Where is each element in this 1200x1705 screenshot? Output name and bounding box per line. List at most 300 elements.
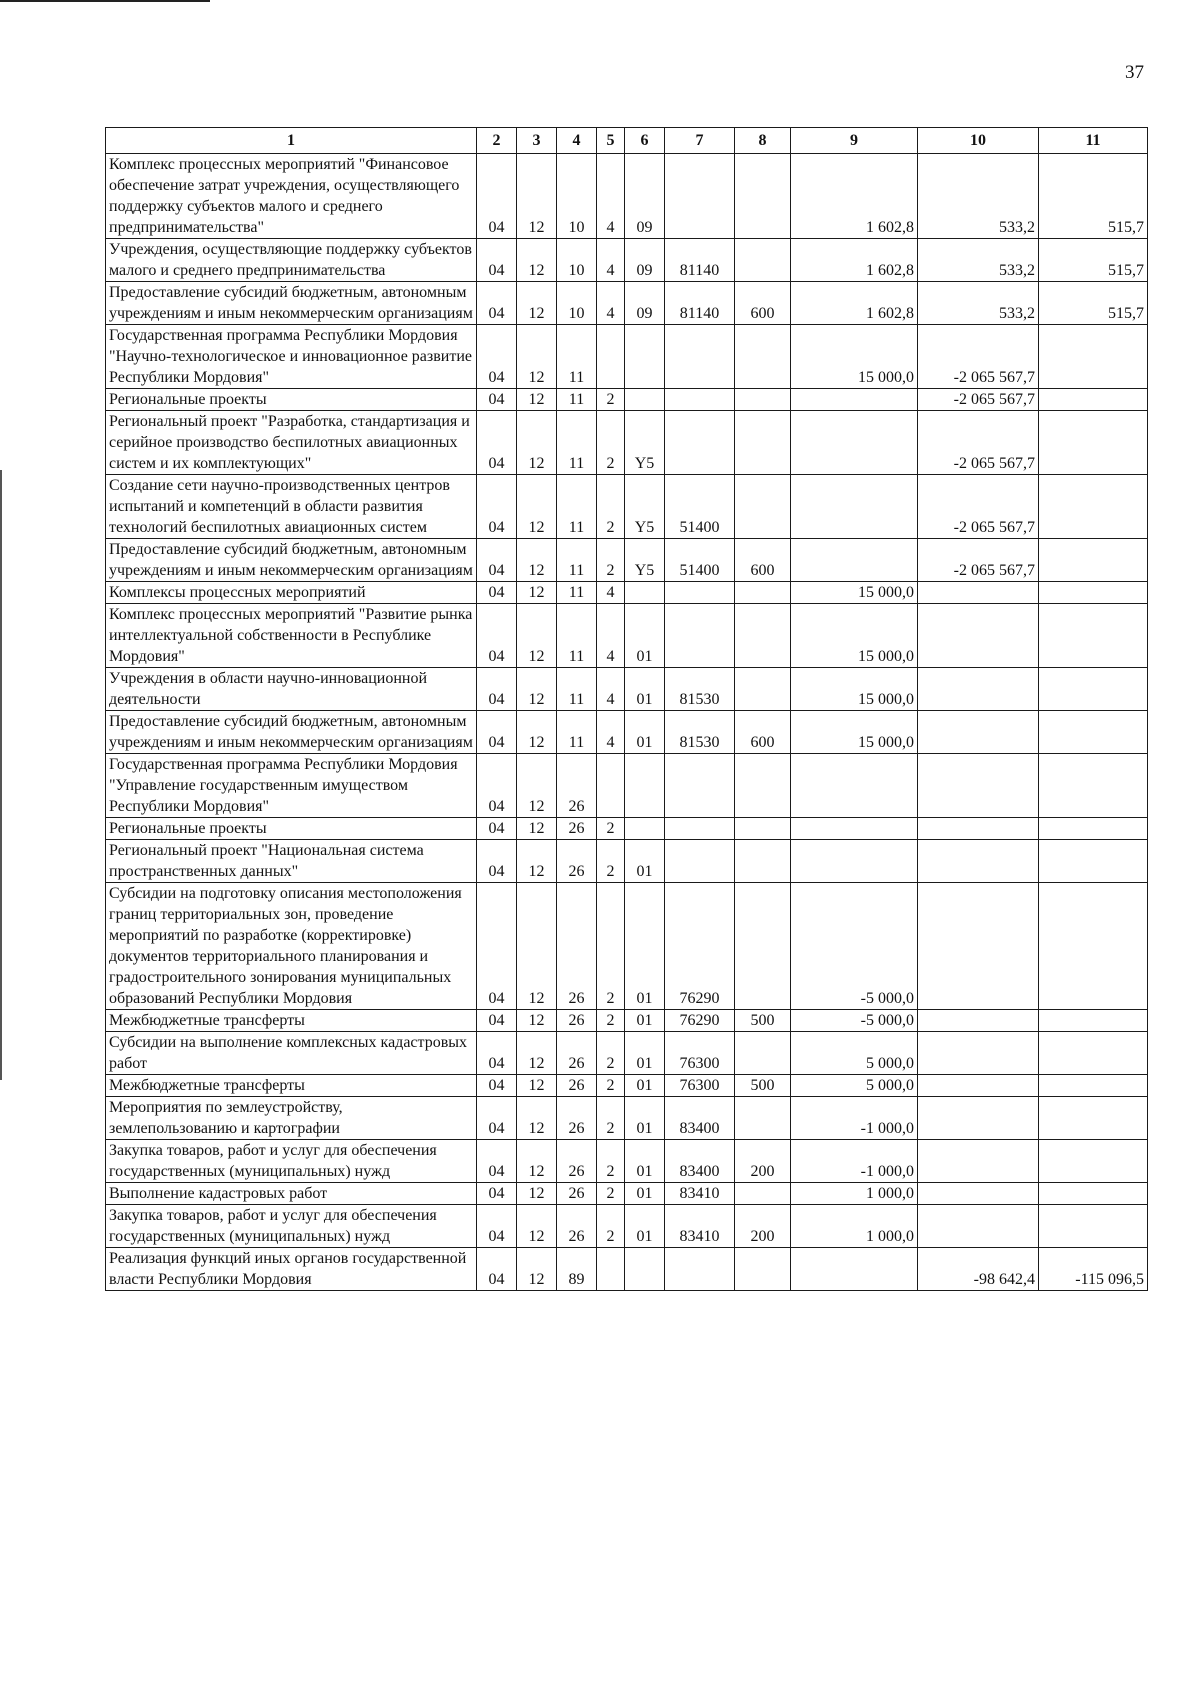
code-subprogram: 01 [625, 1075, 665, 1097]
amount-col11: -115 096,5 [1039, 1248, 1148, 1291]
code-subsection: 12 [517, 282, 557, 325]
code-subprogram: 01 [625, 883, 665, 1010]
row-name: Комплексы процессных мероприятий [106, 582, 477, 604]
amount-col10 [918, 1140, 1039, 1183]
code-section: 04 [477, 475, 517, 539]
code-program: 11 [557, 475, 597, 539]
amount-col11 [1039, 1075, 1148, 1097]
row-name: Закупка товаров, работ и услуг для обеспечения государственных (муниципальных) нужд [106, 1140, 477, 1183]
code-subsection: 12 [517, 389, 557, 411]
code-type: 2 [597, 840, 625, 883]
code-program: 10 [557, 282, 597, 325]
code-subprogram: 01 [625, 1010, 665, 1032]
amount-col9 [791, 539, 918, 582]
amount-col9: 1 602,8 [791, 239, 918, 282]
code-subsection: 12 [517, 411, 557, 475]
code-subprogram: 01 [625, 668, 665, 711]
amount-col11 [1039, 539, 1148, 582]
code-subprogram [625, 389, 665, 411]
code-subsection: 12 [517, 754, 557, 818]
row-name: Субсидии на подготовку описания местоположения границ территориальных зон, проведение мероприятий по разработке (корректировке) документов территориального планирования и градостроительного зонирования муниципальных образований Республики Мордовия [106, 883, 477, 1010]
column-header: 8 [735, 128, 791, 154]
code-expense-type [735, 154, 791, 239]
amount-col9: 5 000,0 [791, 1032, 918, 1075]
code-direction: 81530 [665, 668, 735, 711]
code-type: 2 [597, 539, 625, 582]
code-subsection: 12 [517, 475, 557, 539]
amount-col11 [1039, 883, 1148, 1010]
amount-col11 [1039, 754, 1148, 818]
row-name: Региональные проекты [106, 389, 477, 411]
code-section: 04 [477, 1010, 517, 1032]
table-row [106, 754, 1148, 818]
code-subprogram: 01 [625, 1205, 665, 1248]
code-subsection: 12 [517, 1075, 557, 1097]
row-name: Реализация функций иных органов государственной власти Республики Мордовия [106, 1248, 477, 1291]
table-row [106, 1097, 1148, 1140]
row-name: Межбюджетные трансферты [106, 1075, 477, 1097]
code-type: 4 [597, 668, 625, 711]
amount-col10 [918, 1205, 1039, 1248]
table-row [106, 325, 1148, 389]
amount-col10 [918, 840, 1039, 883]
code-program: 26 [557, 840, 597, 883]
code-subprogram: 09 [625, 154, 665, 239]
code-section: 04 [477, 1032, 517, 1075]
code-section: 04 [477, 539, 517, 582]
code-type: 4 [597, 154, 625, 239]
code-direction [665, 840, 735, 883]
amount-col11 [1039, 818, 1148, 840]
code-type: 2 [597, 1075, 625, 1097]
code-section: 04 [477, 604, 517, 668]
code-program: 11 [557, 539, 597, 582]
code-subprogram: 01 [625, 1032, 665, 1075]
table-row [106, 411, 1148, 475]
amount-col10: 533,2 [918, 282, 1039, 325]
scan-artifact-edge [0, 470, 2, 1080]
code-section: 04 [477, 883, 517, 1010]
code-section: 04 [477, 1097, 517, 1140]
amount-col11: 515,7 [1039, 282, 1148, 325]
code-expense-type: 600 [735, 282, 791, 325]
row-name: Комплекс процессных мероприятий "Развитие рынка интеллектуальной собственности в Республике Мордовия" [106, 604, 477, 668]
code-section: 04 [477, 325, 517, 389]
amount-col10 [918, 754, 1039, 818]
code-program: 10 [557, 239, 597, 282]
code-expense-type [735, 325, 791, 389]
code-section: 04 [477, 154, 517, 239]
row-name: Региональный проект "Разработка, стандартизация и серийное производство беспилотных авиационных систем и их комплектующих" [106, 411, 477, 475]
amount-col9: 15 000,0 [791, 325, 918, 389]
code-subprogram: 01 [625, 1097, 665, 1140]
row-name: Выполнение кадастровых работ [106, 1183, 477, 1205]
code-type: 4 [597, 239, 625, 282]
row-name: Государственная программа Республики Мордовия "Управление государственным имуществом Республики Мордовия" [106, 754, 477, 818]
amount-col9: 1 000,0 [791, 1183, 918, 1205]
table-row [106, 711, 1148, 754]
code-expense-type [735, 411, 791, 475]
code-program: 10 [557, 154, 597, 239]
amount-col10 [918, 1075, 1039, 1097]
table-row [106, 475, 1148, 539]
code-direction: 76290 [665, 883, 735, 1010]
code-direction: 81140 [665, 239, 735, 282]
amount-col10: 533,2 [918, 239, 1039, 282]
row-name: Государственная программа Республики Мордовия "Научно-технологическое и инновационное развитие Республики Мордовия" [106, 325, 477, 389]
code-subprogram [625, 818, 665, 840]
amount-col11 [1039, 1183, 1148, 1205]
code-direction: 83400 [665, 1097, 735, 1140]
amount-col10: -2 065 567,7 [918, 389, 1039, 411]
code-type: 4 [597, 582, 625, 604]
code-type: 2 [597, 1140, 625, 1183]
amount-col9: 1 000,0 [791, 1205, 918, 1248]
column-header: 11 [1039, 128, 1148, 154]
table-row [106, 539, 1148, 582]
code-program: 26 [557, 1010, 597, 1032]
code-expense-type [735, 754, 791, 818]
column-header: 7 [665, 128, 735, 154]
amount-col11: 515,7 [1039, 239, 1148, 282]
column-header: 10 [918, 128, 1039, 154]
table-row [106, 1248, 1148, 1291]
code-direction [665, 154, 735, 239]
code-program: 26 [557, 818, 597, 840]
amount-col10 [918, 1032, 1039, 1075]
code-subprogram [625, 1248, 665, 1291]
code-subprogram: 01 [625, 1140, 665, 1183]
code-subsection: 12 [517, 539, 557, 582]
code-direction: 81140 [665, 282, 735, 325]
code-subsection: 12 [517, 1010, 557, 1032]
code-subprogram: Y5 [625, 411, 665, 475]
amount-col9 [791, 475, 918, 539]
table-row [106, 604, 1148, 668]
code-program: 26 [557, 1140, 597, 1183]
amount-col10: -98 642,4 [918, 1248, 1039, 1291]
code-direction: 76300 [665, 1075, 735, 1097]
code-section: 04 [477, 389, 517, 411]
scan-artifact-line [0, 0, 210, 2]
amount-col9: -1 000,0 [791, 1140, 918, 1183]
amount-col9: 1 602,8 [791, 282, 918, 325]
code-direction [665, 754, 735, 818]
row-name: Межбюджетные трансферты [106, 1010, 477, 1032]
code-direction [665, 411, 735, 475]
row-name: Создание сети научно-производственных центров испытаний и компетенций в области развития технологий беспилотных авиационных систем [106, 475, 477, 539]
row-name: Учреждения, осуществляющие поддержку субъектов малого и среднего предпринимательства [106, 239, 477, 282]
column-header: 4 [557, 128, 597, 154]
code-subsection: 12 [517, 1248, 557, 1291]
table-row [106, 1075, 1148, 1097]
amount-col11 [1039, 411, 1148, 475]
code-subprogram [625, 325, 665, 389]
code-type [597, 754, 625, 818]
amount-col9: 15 000,0 [791, 668, 918, 711]
code-expense-type: 600 [735, 539, 791, 582]
code-subsection: 12 [517, 1183, 557, 1205]
amount-col10 [918, 668, 1039, 711]
row-name: Учреждения в области научно-инновационной деятельности [106, 668, 477, 711]
table-row [106, 239, 1148, 282]
row-name: Мероприятия по землеустройству, землепользованию и картографии [106, 1097, 477, 1140]
code-section: 04 [477, 668, 517, 711]
code-program: 26 [557, 754, 597, 818]
amount-col11 [1039, 325, 1148, 389]
code-direction: 83400 [665, 1140, 735, 1183]
code-expense-type: 500 [735, 1010, 791, 1032]
row-name: Предоставление субсидий бюджетным, автономным учреждениям и иным некоммерческим организациям [106, 711, 477, 754]
amount-col10: -2 065 567,7 [918, 325, 1039, 389]
code-program: 26 [557, 1097, 597, 1140]
amount-col10 [918, 1010, 1039, 1032]
amount-col10 [918, 1183, 1039, 1205]
code-section: 04 [477, 1140, 517, 1183]
code-section: 04 [477, 754, 517, 818]
code-type: 2 [597, 1010, 625, 1032]
code-subsection: 12 [517, 883, 557, 1010]
amount-col9: 1 602,8 [791, 154, 918, 239]
amount-col10: 533,2 [918, 154, 1039, 239]
code-program: 26 [557, 883, 597, 1010]
code-section: 04 [477, 582, 517, 604]
code-expense-type [735, 840, 791, 883]
amount-col11: 515,7 [1039, 154, 1148, 239]
column-header: 9 [791, 128, 918, 154]
amount-col9: 15 000,0 [791, 711, 918, 754]
code-expense-type [735, 582, 791, 604]
row-name: Региональные проекты [106, 818, 477, 840]
code-subprogram: 09 [625, 282, 665, 325]
page-number: 37 [1125, 62, 1144, 83]
amount-col11 [1039, 840, 1148, 883]
table-row [106, 840, 1148, 883]
code-type: 4 [597, 711, 625, 754]
code-subprogram: Y5 [625, 539, 665, 582]
code-expense-type [735, 883, 791, 1010]
code-direction: 76300 [665, 1032, 735, 1075]
code-subsection: 12 [517, 1205, 557, 1248]
code-subsection: 12 [517, 1097, 557, 1140]
table-row [106, 883, 1148, 1010]
code-expense-type: 200 [735, 1140, 791, 1183]
code-program: 11 [557, 389, 597, 411]
amount-col11 [1039, 582, 1148, 604]
code-direction [665, 818, 735, 840]
code-subprogram [625, 754, 665, 818]
code-expense-type [735, 475, 791, 539]
code-subprogram: 09 [625, 239, 665, 282]
code-subprogram: 01 [625, 604, 665, 668]
code-subprogram: Y5 [625, 475, 665, 539]
code-direction: 83410 [665, 1183, 735, 1205]
code-type: 2 [597, 818, 625, 840]
code-direction [665, 604, 735, 668]
code-subprogram: 01 [625, 1183, 665, 1205]
code-expense-type [735, 389, 791, 411]
column-header: 3 [517, 128, 557, 154]
code-expense-type: 600 [735, 711, 791, 754]
table-row [106, 818, 1148, 840]
code-program: 26 [557, 1032, 597, 1075]
amount-col11 [1039, 1205, 1148, 1248]
table-body [106, 154, 1148, 1291]
table-row [106, 389, 1148, 411]
amount-col10: -2 065 567,7 [918, 475, 1039, 539]
amount-col11 [1039, 389, 1148, 411]
code-section: 04 [477, 711, 517, 754]
amount-col10: -2 065 567,7 [918, 539, 1039, 582]
code-program: 89 [557, 1248, 597, 1291]
code-type: 2 [597, 1097, 625, 1140]
amount-col11 [1039, 1097, 1148, 1140]
amount-col11 [1039, 668, 1148, 711]
amount-col9: 15 000,0 [791, 582, 918, 604]
code-subsection: 12 [517, 1140, 557, 1183]
row-name: Закупка товаров, работ и услуг для обеспечения государственных (муниципальных) нужд [106, 1205, 477, 1248]
code-subsection: 12 [517, 239, 557, 282]
code-program: 26 [557, 1075, 597, 1097]
code-expense-type [735, 1183, 791, 1205]
row-name: Предоставление субсидий бюджетным, автономным учреждениям и иным некоммерческим организациям [106, 539, 477, 582]
code-subprogram: 01 [625, 840, 665, 883]
code-type: 2 [597, 1032, 625, 1075]
row-name: Региональный проект "Национальная система пространственных данных" [106, 840, 477, 883]
code-section: 04 [477, 1248, 517, 1291]
code-type: 2 [597, 1205, 625, 1248]
code-subsection: 12 [517, 604, 557, 668]
row-name: Субсидии на выполнение комплексных кадастровых работ [106, 1032, 477, 1075]
amount-col9 [791, 389, 918, 411]
code-direction [665, 582, 735, 604]
code-direction: 81530 [665, 711, 735, 754]
column-header: 1 [106, 128, 477, 154]
code-type: 4 [597, 604, 625, 668]
table-row [106, 668, 1148, 711]
code-subprogram: 01 [625, 711, 665, 754]
amount-col9: 5 000,0 [791, 1075, 918, 1097]
amount-col11 [1039, 1032, 1148, 1075]
code-subsection: 12 [517, 582, 557, 604]
column-header: 6 [625, 128, 665, 154]
amount-col10 [918, 818, 1039, 840]
code-section: 04 [477, 282, 517, 325]
amount-col11 [1039, 1140, 1148, 1183]
table-row [106, 1010, 1148, 1032]
code-expense-type [735, 604, 791, 668]
code-direction [665, 325, 735, 389]
amount-col9 [791, 818, 918, 840]
amount-col9: 15 000,0 [791, 604, 918, 668]
code-type [597, 1248, 625, 1291]
code-expense-type [735, 1248, 791, 1291]
amount-col10 [918, 883, 1039, 1010]
code-program: 11 [557, 325, 597, 389]
amount-col9 [791, 754, 918, 818]
code-program: 26 [557, 1183, 597, 1205]
code-section: 04 [477, 411, 517, 475]
code-expense-type: 500 [735, 1075, 791, 1097]
code-type: 2 [597, 883, 625, 1010]
code-direction: 83410 [665, 1205, 735, 1248]
code-subprogram [625, 582, 665, 604]
code-direction [665, 1248, 735, 1291]
amount-col9 [791, 840, 918, 883]
table-row [106, 1140, 1148, 1183]
code-program: 26 [557, 1205, 597, 1248]
amount-col11 [1039, 1010, 1148, 1032]
table-row [106, 1032, 1148, 1075]
column-header: 5 [597, 128, 625, 154]
code-program: 11 [557, 668, 597, 711]
code-type: 2 [597, 389, 625, 411]
code-section: 04 [477, 239, 517, 282]
header-row [106, 128, 1148, 154]
code-type: 4 [597, 282, 625, 325]
code-expense-type [735, 1032, 791, 1075]
amount-col10: -2 065 567,7 [918, 411, 1039, 475]
amount-col10 [918, 582, 1039, 604]
code-subsection: 12 [517, 818, 557, 840]
code-expense-type: 200 [735, 1205, 791, 1248]
code-subsection: 12 [517, 668, 557, 711]
table-row [106, 154, 1148, 239]
code-subsection: 12 [517, 1032, 557, 1075]
code-subsection: 12 [517, 154, 557, 239]
code-direction: 51400 [665, 539, 735, 582]
code-expense-type [735, 239, 791, 282]
code-section: 04 [477, 1075, 517, 1097]
code-section: 04 [477, 1205, 517, 1248]
code-direction: 76290 [665, 1010, 735, 1032]
code-program: 11 [557, 582, 597, 604]
row-name: Предоставление субсидий бюджетным, автономным учреждениям и иным некоммерческим организациям [106, 282, 477, 325]
code-type: 2 [597, 1183, 625, 1205]
code-program: 11 [557, 711, 597, 754]
code-expense-type [735, 818, 791, 840]
amount-col11 [1039, 604, 1148, 668]
code-program: 11 [557, 411, 597, 475]
table-row [106, 582, 1148, 604]
code-type [597, 325, 625, 389]
code-expense-type [735, 668, 791, 711]
code-section: 04 [477, 840, 517, 883]
code-direction [665, 389, 735, 411]
code-direction: 51400 [665, 475, 735, 539]
code-subsection: 12 [517, 711, 557, 754]
table-row [106, 282, 1148, 325]
amount-col9: -1 000,0 [791, 1097, 918, 1140]
code-section: 04 [477, 818, 517, 840]
amount-col11 [1039, 711, 1148, 754]
code-program: 11 [557, 604, 597, 668]
code-subsection: 12 [517, 325, 557, 389]
code-section: 04 [477, 1183, 517, 1205]
amount-col11 [1039, 475, 1148, 539]
column-header: 2 [477, 128, 517, 154]
table-row [106, 1183, 1148, 1205]
budget-table [105, 127, 1148, 1291]
table-row [106, 1205, 1148, 1248]
code-type: 2 [597, 411, 625, 475]
amount-col9 [791, 1248, 918, 1291]
code-expense-type [735, 1097, 791, 1140]
amount-col9 [791, 411, 918, 475]
amount-col10 [918, 604, 1039, 668]
code-subsection: 12 [517, 840, 557, 883]
amount-col10 [918, 1097, 1039, 1140]
